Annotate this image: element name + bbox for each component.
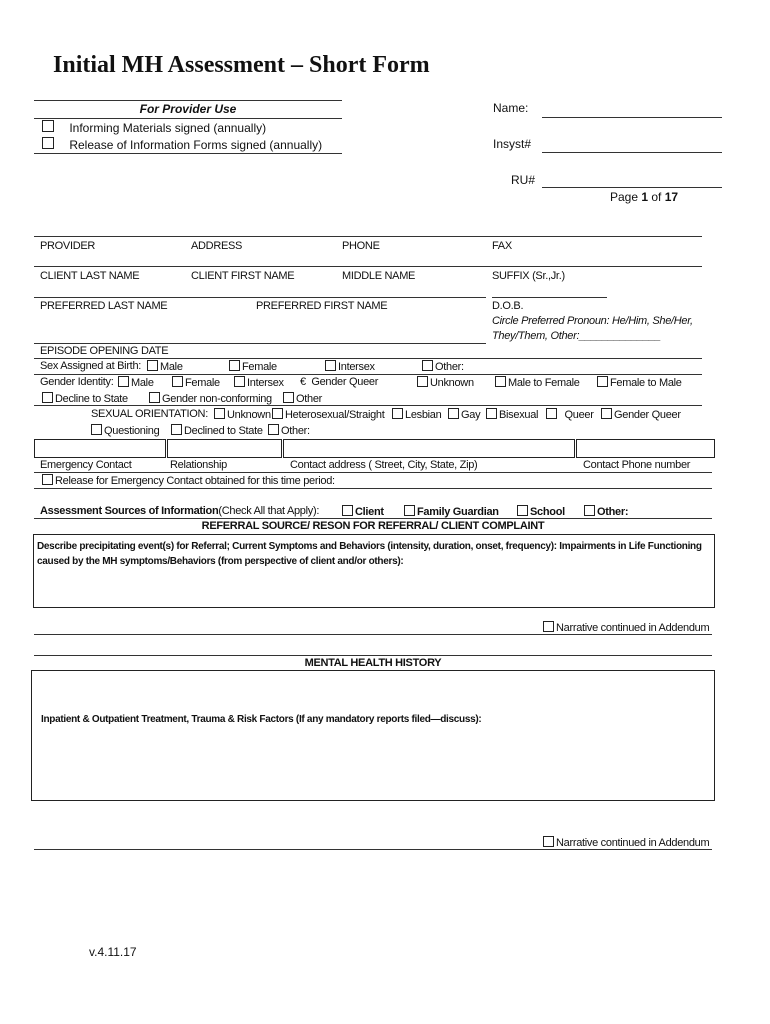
dob-label: D.O.B. bbox=[492, 300, 524, 312]
insyst-label: Insyst# bbox=[493, 137, 532, 151]
orientation-option-questioning[interactable]: Questioning bbox=[91, 424, 159, 437]
gender-identity-label: Gender Identity: bbox=[40, 376, 114, 388]
sex-option-male[interactable]: Male bbox=[147, 360, 183, 373]
source-option-family-guardian[interactable]: Family Guardian bbox=[404, 505, 499, 518]
gender-option-male-to-female[interactable]: Male to Female bbox=[495, 376, 580, 389]
provider-use-item-label: Release of Information Forms signed (annually) bbox=[69, 138, 323, 152]
sex-option-female[interactable]: Female bbox=[229, 360, 277, 373]
middle-name-label: MIDDLE NAME bbox=[342, 270, 416, 282]
preferred-last-name-label: PREFERRED LAST NAME bbox=[40, 300, 168, 312]
orientation-option-other[interactable]: Other: bbox=[268, 424, 310, 437]
episode-rule bbox=[34, 358, 702, 359]
provider-use-item[interactable] bbox=[42, 120, 266, 135]
checkbox[interactable] bbox=[172, 376, 183, 387]
client-first-name-label: CLIENT FIRST NAME bbox=[191, 270, 295, 282]
orientation-option-bisexual[interactable]: Bisexual bbox=[486, 408, 538, 421]
referral-heading: REFERRAL SOURCE/ RESON FOR REFERRAL/ CLIENT COMPLAINT bbox=[201, 520, 545, 532]
suffix-field[interactable] bbox=[492, 297, 607, 298]
form-title: Initial MH Assessment – Short Form bbox=[53, 52, 430, 78]
checkbox[interactable] bbox=[404, 505, 415, 516]
referral-prompt-line-2: caused by the MH symptoms/Behaviors (from perspective of client and/or others): bbox=[37, 556, 404, 567]
name-label: Name: bbox=[493, 101, 529, 115]
contact-address-label: Contact address ( Street, City, State, Zip) bbox=[290, 459, 478, 471]
emergency-release[interactable]: Release for Emergency Contact obtained for this time period: bbox=[42, 474, 335, 487]
relationship-field[interactable] bbox=[167, 439, 282, 458]
checkbox[interactable] bbox=[171, 424, 182, 435]
contact-address-field[interactable] bbox=[283, 439, 575, 458]
client-last-name-label: CLIENT LAST NAME bbox=[40, 270, 140, 282]
referral-prompt-line-1: Describe precipitating event(s) for Referral; Current Symptoms and Behaviors (intensity, duration, onset, frequency): Impairments in Life Functioning bbox=[37, 541, 702, 552]
checkbox[interactable] bbox=[486, 408, 497, 419]
preferred-first-name-label: PREFERRED FIRST NAME bbox=[256, 300, 388, 312]
referral-text-area[interactable] bbox=[33, 534, 715, 608]
sexual-orientation-label: SEXUAL ORIENTATION: bbox=[91, 408, 208, 420]
checkbox[interactable] bbox=[229, 360, 240, 371]
pronoun-line-1: Circle Preferred Pronoun: He/Him, She/Her, bbox=[492, 315, 693, 327]
checkbox[interactable] bbox=[543, 836, 554, 847]
contact-phone-label: Contact Phone number bbox=[583, 459, 691, 471]
checkbox[interactable] bbox=[546, 408, 557, 419]
checkbox[interactable] bbox=[597, 376, 608, 387]
emergency-contact-field[interactable] bbox=[34, 439, 166, 458]
gender-option-male[interactable]: Male bbox=[118, 376, 154, 389]
page-indicator: Page 1 of 17 bbox=[610, 190, 679, 204]
gender-option-decline[interactable]: Decline to State bbox=[42, 392, 128, 405]
mh-history-text-area[interactable] bbox=[31, 670, 715, 801]
provider-use-bottom-rule bbox=[34, 153, 342, 154]
orientation-option-queer[interactable]: Queer bbox=[546, 408, 594, 421]
assessment-sources: Assessment Sources of Information(Check All that Apply): bbox=[40, 505, 320, 517]
suffix-label: SUFFIX (Sr.,Jr.) bbox=[492, 270, 565, 282]
checkbox[interactable] bbox=[91, 424, 102, 435]
sex-rule bbox=[34, 374, 702, 375]
orientation-option-lesbian[interactable]: Lesbian bbox=[392, 408, 441, 421]
phone-label: PHONE bbox=[342, 240, 380, 252]
checkbox[interactable] bbox=[601, 408, 612, 419]
checkbox[interactable] bbox=[42, 392, 53, 403]
name-field[interactable] bbox=[542, 117, 722, 118]
provider-use-item-label: Informing Materials signed (annually) bbox=[69, 121, 267, 135]
checkbox[interactable] bbox=[149, 392, 160, 403]
orientation-option-gay[interactable]: Gay bbox=[448, 408, 480, 421]
gender-option-intersex[interactable]: Intersex bbox=[234, 376, 284, 389]
checkbox[interactable] bbox=[584, 505, 595, 516]
orientation-option-heterosexual[interactable]: Heterosexual/Straight bbox=[272, 408, 384, 421]
referral-continued-rule bbox=[34, 634, 712, 635]
provider-use-top-rule bbox=[34, 100, 342, 101]
sex-at-birth-label: Sex Assigned at Birth: bbox=[40, 360, 142, 372]
gender-option-non-conforming[interactable]: Gender non-conforming bbox=[149, 392, 272, 405]
checkbox[interactable] bbox=[268, 424, 279, 435]
gender-option-female[interactable]: Female bbox=[172, 376, 220, 389]
gender-option-unknown[interactable]: Unknown bbox=[417, 376, 474, 389]
emergency-rule bbox=[34, 472, 712, 473]
checkbox[interactable] bbox=[342, 505, 353, 516]
orientation-option-declined[interactable]: Declined to State bbox=[171, 424, 263, 437]
episode-opening-date-label: EPISODE OPENING DATE bbox=[40, 345, 169, 357]
ru-field[interactable] bbox=[542, 187, 722, 188]
gender-option-other[interactable]: Other bbox=[283, 392, 322, 405]
provider-use-rule bbox=[34, 118, 342, 119]
fax-label: FAX bbox=[492, 240, 512, 252]
checkbox[interactable] bbox=[325, 360, 336, 371]
row2-bottom-rule bbox=[34, 297, 486, 298]
emergency-contact-label: Emergency Contact bbox=[40, 459, 132, 471]
mh-history-prompt: Inpatient & Outpatient Treatment, Trauma & Risk Factors (If any mandatory reports filed—discuss): bbox=[41, 714, 482, 725]
orientation-option-gender-queer[interactable]: Gender Queer bbox=[601, 408, 681, 421]
provider-use-item[interactable] bbox=[42, 137, 322, 152]
checkbox[interactable] bbox=[42, 137, 54, 149]
pronoun-line-2: They/Them, Other:______________ bbox=[492, 330, 661, 342]
version-label: v.4.11.17 bbox=[89, 945, 137, 959]
checkbox[interactable] bbox=[234, 376, 245, 387]
mh-history-top-rule bbox=[34, 655, 712, 656]
checkbox[interactable] bbox=[147, 360, 158, 371]
sex-option-other[interactable]: Other: bbox=[422, 360, 464, 373]
provider-use-heading: For Provider Use bbox=[139, 102, 237, 116]
euro-icon: € bbox=[300, 376, 306, 388]
release-rule bbox=[34, 488, 712, 489]
mh-history-heading: MENTAL HEALTH HISTORY bbox=[304, 657, 442, 669]
sex-option-intersex[interactable]: Intersex bbox=[325, 360, 375, 373]
source-option-other[interactable]: Other: bbox=[584, 505, 628, 518]
checkbox[interactable] bbox=[42, 474, 53, 485]
checkbox[interactable] bbox=[392, 408, 403, 419]
checkbox[interactable] bbox=[42, 120, 54, 132]
source-option-client[interactable]: Client bbox=[342, 505, 384, 518]
mh-history-narrative-continued[interactable]: Narrative continued in Addendum bbox=[543, 836, 709, 849]
checkbox[interactable] bbox=[272, 408, 283, 419]
address-label: ADDRESS bbox=[191, 240, 243, 252]
checkbox[interactable] bbox=[543, 621, 554, 632]
referral-narrative-continued[interactable]: Narrative continued in Addendum bbox=[543, 621, 709, 634]
gender-option-gender-queer[interactable]: € Gender Queer bbox=[300, 376, 379, 388]
checkbox[interactable] bbox=[283, 392, 294, 403]
checkbox[interactable] bbox=[495, 376, 506, 387]
source-option-school[interactable]: School bbox=[517, 505, 565, 518]
mh-history-continued-rule bbox=[34, 849, 712, 850]
contact-phone-field[interactable] bbox=[576, 439, 715, 458]
row1-top-rule bbox=[34, 236, 702, 237]
ru-label: RU# bbox=[511, 173, 536, 187]
checkbox[interactable] bbox=[118, 376, 129, 387]
insyst-field[interactable] bbox=[542, 152, 722, 153]
relationship-label: Relationship bbox=[170, 459, 227, 471]
row3-bottom-rule bbox=[34, 343, 486, 344]
gender-rule bbox=[34, 405, 702, 406]
checkbox[interactable] bbox=[214, 408, 225, 419]
row1-bottom-rule bbox=[34, 266, 702, 267]
provider-label: PROVIDER bbox=[40, 240, 96, 252]
sources-rule bbox=[34, 518, 712, 519]
gender-option-female-to-male[interactable]: Female to Male bbox=[597, 376, 682, 389]
checkbox[interactable] bbox=[517, 505, 528, 516]
checkbox[interactable] bbox=[417, 376, 428, 387]
checkbox[interactable] bbox=[422, 360, 433, 371]
checkbox[interactable] bbox=[448, 408, 459, 419]
orientation-option-unknown[interactable]: Unknown bbox=[214, 408, 271, 421]
